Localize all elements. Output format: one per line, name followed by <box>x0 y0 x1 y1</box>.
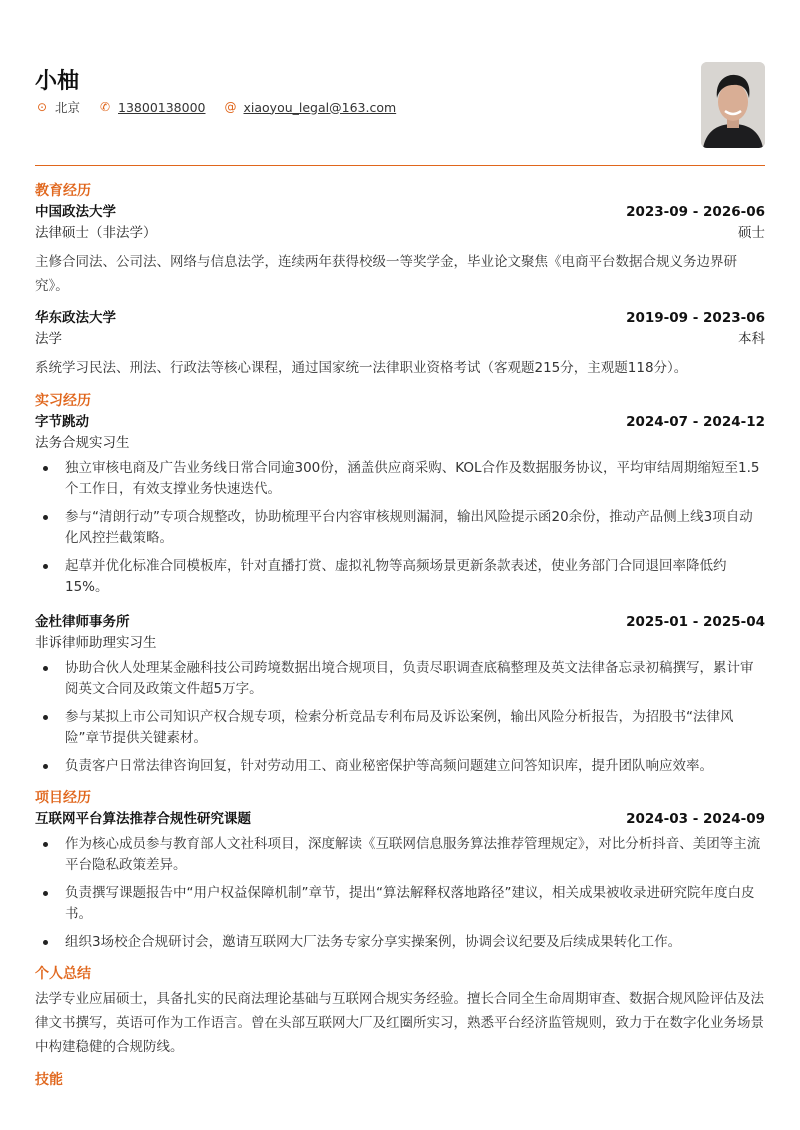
email-link[interactable]: xiaoyou_legal@163.com <box>243 99 397 115</box>
date: 2019-09 - 2023-06 <box>626 310 765 326</box>
school: 中国政法大学 <box>35 204 116 220</box>
bullet: 负责撰写课题报告中“用户权益保障机制”章节，提出“算法解释权落地路径”建议，相关成果被收录进研究院年度白皮书。 <box>35 883 765 925</box>
phone-icon: ✆ <box>99 100 111 114</box>
bullet: 起草并优化标准合同模板库，针对直播打赏、虚拟礼物等高频场景更新条款表述，使业务部门合同退回率降低约15%。 <box>35 556 765 598</box>
company: 金杜律师事务所 <box>35 614 130 630</box>
date: 2024-03 - 2024-09 <box>626 811 765 827</box>
city: 北京 <box>55 100 81 115</box>
summary-text: 法学专业应届硕士，具备扎实的民商法理论基础与互联网合规实务经验。擅长合同全生命周期审查、数据合规风险评估及法律文书撰写，英语可作为工作语言。曾在头部互联网大厂及红圈所实习，熟悉平台经济监管规则，致力于在数字化业务场景中构建稳健的合规防线。 <box>35 991 764 1055</box>
project-item <box>35 809 765 953</box>
major: 法律硕士（非法学） <box>35 225 157 241</box>
bullet: 协助合伙人处理某金融科技公司跨境数据出境合规项目，负责尽职调查底稿整理及英文法律备忘录初稿撰写，累计审阅英文合同及政策文件超5万字。 <box>35 658 765 700</box>
section-title-education: 教育经历 <box>35 183 91 199</box>
education-item <box>35 308 765 380</box>
bullet: 作为核心成员参与教育部人文社科项目，深度解读《互联网信息服务算法推荐管理规定》，对比分析抖音、美团等主流平台隐私政策差异。 <box>35 834 765 876</box>
major: 法学 <box>35 331 62 347</box>
internship-item <box>35 612 765 777</box>
internship-item <box>35 412 765 598</box>
bullet: 独立审核电商及广告业务线日常合同逾300份，涵盖供应商采购、KOL合作及数据服务协议，平均审结周期缩短至1.5个工作日，有效支撑业务快速迭代。 <box>35 458 765 500</box>
phone-link[interactable]: 13800138000 <box>118 99 206 115</box>
section-title-internship: 实习经历 <box>35 393 91 409</box>
date: 2023-09 - 2026-06 <box>626 204 765 220</box>
section-title-summary: 个人总结 <box>35 966 91 982</box>
date: 2024-07 - 2024-12 <box>626 414 765 430</box>
bullet: 负责客户日常法律咨询回复，针对劳动用工、商业秘密保护等高频问题建立问答知识库，提升团队响应效率。 <box>35 756 765 777</box>
contact-line <box>35 98 396 116</box>
bullet: 参与某拟上市公司知识产权合规专项，检索分析竞品专利布局及诉讼案例，输出风险分析报告，为招股书“法律风险”章节提供关键素材。 <box>35 707 765 749</box>
degree: 本科 <box>738 331 765 347</box>
role: 非诉律师助理实习生 <box>35 635 157 651</box>
section-title-projects: 项目经历 <box>35 790 91 806</box>
description: 主修合同法、公司法、网络与信息法学，连续两年获得校级一等奖学金，毕业论文聚焦《电商平台数据合规义务边界研究》。 <box>35 254 737 294</box>
bullet: 组织3场校企合规研讨会，邀请互联网大厂法务专家分享实操案例，协调会议纪要及后续成果转化工作。 <box>35 932 765 953</box>
education-item <box>35 202 765 298</box>
bullet: 参与“清朗行动”专项合规整改，协助梳理平台内容审核规则漏洞，输出风险提示函20余份，推动产品侧上线3项自动化风控拦截策略。 <box>35 507 765 549</box>
candidate-name: 小柚 <box>35 69 80 94</box>
at-icon: @ <box>224 100 237 114</box>
role: 法务合规实习生 <box>35 435 130 451</box>
project-name: 互联网平台算法推荐合规性研究课题 <box>35 811 251 827</box>
profile-photo <box>701 62 765 148</box>
date: 2025-01 - 2025-04 <box>626 614 765 630</box>
school: 华东政法大学 <box>35 310 116 326</box>
header-divider <box>35 165 765 166</box>
section-title-skills: 技能 <box>35 1072 63 1088</box>
description: 系统学习民法、刑法、行政法等核心课程，通过国家统一法律职业资格考试（客观题215分，主观题118分）。 <box>35 360 688 376</box>
degree: 硕士 <box>738 225 765 241</box>
location-icon: ⊙ <box>36 100 48 114</box>
company: 字节跳动 <box>35 414 89 430</box>
